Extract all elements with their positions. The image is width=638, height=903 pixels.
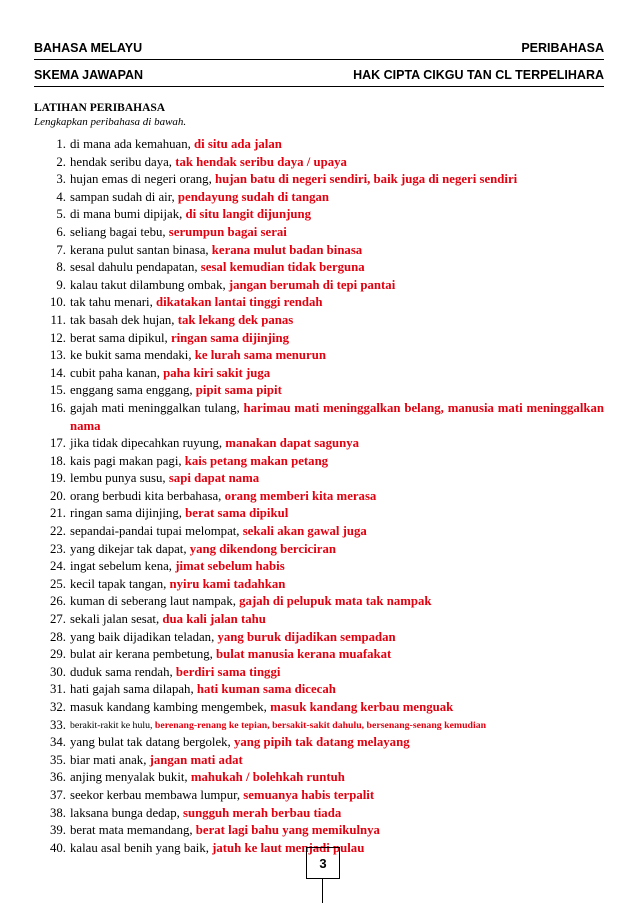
item-text <box>70 347 604 365</box>
proverb-answer: harimau mati meninggalkan belang, manusia mati meninggalkan nama <box>70 400 605 433</box>
proverb-prompt: hendak seribu daya, <box>70 154 176 169</box>
proverb-answer: berenang-renang ke tepian, bersakit-sakit dahulu, bersenang-senang kemudian <box>154 719 487 731</box>
item-text <box>70 822 604 840</box>
proverb-answer: kais petang makan petang <box>184 453 329 468</box>
topic-title: PERIBAHASA <box>521 41 604 55</box>
list-item <box>34 576 604 594</box>
item-number: 16. <box>50 400 66 415</box>
list-item <box>34 629 604 647</box>
list-item <box>34 365 604 383</box>
header-divider-2 <box>34 86 604 87</box>
proverb-prompt: jika tidak dipecahkan ruyung, <box>70 436 226 451</box>
proverb-prompt: sampan sudah di air, <box>70 189 178 204</box>
item-number: 40. <box>50 840 66 855</box>
proverb-answer: berat sama dipikul <box>185 506 289 521</box>
proverb-answer: kerana mulut badan binasa <box>211 242 363 257</box>
item-text <box>70 206 604 224</box>
list-item <box>34 805 604 823</box>
header-row-2 <box>34 68 604 82</box>
item-text <box>70 294 604 312</box>
item-number: 26. <box>50 594 66 609</box>
item-text <box>70 523 604 541</box>
list-item <box>34 541 604 559</box>
item-text <box>70 365 604 383</box>
proverb-answer: sapi dapat nama <box>168 471 260 486</box>
proverb-prompt: berat mata memandang, <box>70 823 196 838</box>
section-title: LATIHAN PERIBAHASA <box>34 102 166 114</box>
list-item <box>34 206 604 224</box>
proverb-answer: gajah di pelupuk mata tak nampak <box>239 594 432 609</box>
proverb-prompt: di mana bumi dipijak, <box>70 207 186 222</box>
list-item <box>34 681 604 699</box>
doc-type-label: SKEMA JAWAPAN <box>34 68 144 82</box>
list-item <box>34 189 604 207</box>
proverb-prompt: enggang sama enggang, <box>70 383 196 398</box>
proverb-answer: yang buruk dijadikan sempadan <box>217 629 396 644</box>
item-text <box>70 171 604 189</box>
item-number: 5. <box>56 207 66 222</box>
proverb-prompt: cubit paha kanan, <box>70 365 164 380</box>
proverb-prompt: kerana pulut santan binasa, <box>70 242 212 257</box>
item-text <box>70 646 604 664</box>
proverb-prompt: sepandai-pandai tupai melompat, <box>70 524 243 539</box>
proverb-prompt: duduk sama rendah, <box>70 664 176 679</box>
list-item <box>34 593 604 611</box>
list-item <box>34 734 604 752</box>
item-text <box>70 453 604 471</box>
proverb-prompt: yang dikejar tak dapat, <box>70 541 190 556</box>
item-number: 15. <box>50 383 66 398</box>
proverb-answer: berat lagi bahu yang memikulnya <box>195 823 380 838</box>
item-text <box>70 400 604 435</box>
header-row-1 <box>34 41 604 55</box>
item-number: 9. <box>56 277 66 292</box>
item-number: 21. <box>50 506 66 521</box>
proverb-answer: jimat sebelum habis <box>175 559 285 574</box>
item-text <box>70 259 604 277</box>
list-item <box>34 523 604 541</box>
proverb-answer: paha kiri sakit juga <box>163 365 271 380</box>
proverb-answer: jangan mati adat <box>149 752 243 767</box>
item-number: 30. <box>50 664 66 679</box>
copyright-notice: HAK CIPTA CIKGU TAN CL TERPELIHARA <box>353 68 604 82</box>
proverb-prompt: hati gajah sama dilapah, <box>70 682 197 697</box>
item-text <box>70 541 604 559</box>
item-text <box>70 593 604 611</box>
proverb-prompt: yang baik dijadikan teladan, <box>70 629 218 644</box>
item-text <box>70 734 604 752</box>
list-item <box>34 277 604 295</box>
list-item <box>34 330 604 348</box>
list-item <box>34 400 604 435</box>
proverb-answer: sungguh merah berbau tiada <box>183 805 342 820</box>
proverb-answer: semuanya habis terpalit <box>243 787 375 802</box>
list-item <box>34 752 604 770</box>
item-number: 31. <box>50 682 66 697</box>
proverb-prompt: seekor kerbau membawa lumpur, <box>70 787 244 802</box>
list-item <box>34 699 604 717</box>
item-number: 34. <box>50 735 66 750</box>
proverb-list <box>34 136 604 857</box>
item-number: 19. <box>50 471 66 486</box>
proverb-answer: yang pipih tak datang melayang <box>233 735 410 750</box>
item-number: 24. <box>50 559 66 574</box>
proverb-answer: masuk kandang kerbau menguak <box>270 700 454 714</box>
proverb-prompt: di mana ada kemahuan, <box>70 137 195 151</box>
item-text <box>70 752 604 770</box>
proverb-answer: sekali akan gawal juga <box>242 524 367 539</box>
item-number: 14. <box>50 365 66 380</box>
proverb-prompt: lembu punya susu, <box>70 471 169 486</box>
item-number: 33. <box>50 717 66 732</box>
item-text <box>70 699 604 717</box>
item-text <box>70 330 604 348</box>
proverb-answer: ke lurah sama menurun <box>194 348 326 363</box>
item-number: 12. <box>50 330 66 345</box>
proverb-prompt: gajah mati meninggalkan tulang, <box>70 400 244 415</box>
proverb-prompt: masuk kandang kambing mengembek, <box>70 700 271 714</box>
list-item <box>34 312 604 330</box>
item-number: 28. <box>50 629 66 644</box>
item-text <box>70 505 604 523</box>
list-item <box>34 154 604 172</box>
proverb-answer: tak hendak seribu daya / upaya <box>175 154 347 169</box>
proverb-prompt: kecil tapak tangan, <box>70 576 170 591</box>
proverb-prompt: ke bukit sama mendaki, <box>70 348 195 363</box>
proverb-answer: yang dikendong berciciran <box>189 541 336 556</box>
list-item <box>34 382 604 400</box>
proverb-answer: di situ langit dijunjung <box>185 207 312 222</box>
list-item <box>34 136 604 154</box>
page-number-stem <box>322 878 323 903</box>
proverb-answer: tak lekang dek panas <box>177 312 294 327</box>
item-text <box>70 136 604 154</box>
list-item <box>34 769 604 787</box>
list-item <box>34 787 604 805</box>
item-number: 32. <box>50 700 66 714</box>
list-item <box>34 242 604 260</box>
item-text <box>70 576 604 594</box>
proverb-prompt: sesal dahulu pendapatan, <box>70 260 201 275</box>
proverb-answer: mahukah / bolehkah runtuh <box>190 770 345 785</box>
item-number: 18. <box>50 453 66 468</box>
item-number: 7. <box>56 242 66 257</box>
proverb-answer: orang memberi kita merasa <box>224 488 377 503</box>
proverb-answer: dikatakan lantai tinggi rendah <box>156 295 323 310</box>
item-text <box>70 382 604 400</box>
proverb-answer: di situ ada jalan <box>194 137 282 151</box>
item-text <box>70 681 604 699</box>
proverb-prompt: kalau takut dilambung ombak, <box>70 277 229 292</box>
list-item <box>34 505 604 523</box>
list-item <box>34 646 604 664</box>
item-number: 22. <box>50 524 66 539</box>
proverb-answer: pipit sama pipit <box>195 383 282 398</box>
item-text <box>70 224 604 242</box>
proverb-answer: sesal kemudian tidak berguna <box>200 260 365 275</box>
item-text <box>70 558 604 576</box>
item-number: 39. <box>50 823 66 838</box>
proverb-prompt: tak tahu menari, <box>70 295 156 310</box>
item-number: 3. <box>56 172 66 187</box>
proverb-prompt: hujan emas di negeri orang, <box>70 172 215 187</box>
item-number: 27. <box>50 612 66 627</box>
subject-title: BAHASA MELAYU <box>34 41 143 55</box>
header-divider-1 <box>34 59 604 60</box>
proverb-prompt: kuman di seberang laut nampak, <box>70 594 240 609</box>
proverb-prompt: ringan sama dijinjing, <box>70 506 186 521</box>
list-item <box>34 717 604 735</box>
item-number: 29. <box>50 647 66 662</box>
proverb-prompt: ingat sebelum kena, <box>70 559 176 574</box>
proverb-prompt: orang berbudi kita berbahasa, <box>70 488 225 503</box>
item-number: 6. <box>56 224 66 239</box>
item-text <box>70 154 604 172</box>
list-item <box>34 171 604 189</box>
list-item <box>34 488 604 506</box>
proverb-answer: hujan batu di negeri sendiri, baik juga di negeri sendiri <box>214 172 518 187</box>
proverb-answer: jatuh ke laut menjadi pulau <box>212 840 365 855</box>
list-item <box>34 294 604 312</box>
proverb-prompt: anjing menyalak bukit, <box>70 770 191 785</box>
proverb-prompt: yang bulat tak datang bergolek, <box>70 735 234 750</box>
list-item <box>34 558 604 576</box>
item-number: 37. <box>50 787 66 802</box>
proverb-prompt: laksana bunga dedap, <box>70 805 183 820</box>
proverb-answer: manakan dapat sagunya <box>225 436 360 451</box>
proverb-answer: dua kali jalan tahu <box>162 612 266 627</box>
item-number: 25. <box>50 576 66 591</box>
proverb-prompt: bulat air kerana pembetung, <box>70 647 217 662</box>
item-number: 20. <box>50 488 66 503</box>
proverb-answer: serumpun bagai serai <box>168 224 287 239</box>
item-text <box>70 769 604 787</box>
proverb-prompt: kais pagi makan pagi, <box>70 453 185 468</box>
item-text <box>70 312 604 330</box>
proverb-prompt: kalau asal benih yang baik, <box>70 840 213 855</box>
list-item <box>34 347 604 365</box>
item-number: 13. <box>50 348 66 363</box>
item-text <box>70 470 604 488</box>
item-text <box>70 664 604 682</box>
item-number: 35. <box>50 752 66 767</box>
item-text <box>70 435 604 453</box>
item-number: 10. <box>50 295 66 310</box>
item-text <box>70 629 604 647</box>
proverb-prompt: sekali jalan sesat, <box>70 612 163 627</box>
item-text <box>70 277 604 295</box>
proverb-prompt: berakit-rakit ke hulu, <box>70 719 155 731</box>
item-text <box>70 189 604 207</box>
section-instruction: Lengkapkan peribahasa di bawah. <box>34 116 187 128</box>
proverb-answer: bulat manusia kerana muafakat <box>216 647 392 662</box>
item-text <box>70 717 604 735</box>
list-item <box>34 259 604 277</box>
item-number: 4. <box>56 189 66 204</box>
proverb-prompt: tak basah dek hujan, <box>70 312 178 327</box>
item-text <box>70 787 604 805</box>
item-number: 36. <box>50 770 66 785</box>
item-number: 11. <box>50 312 66 327</box>
proverb-prompt: berat sama dipikul, <box>70 330 171 345</box>
proverb-prompt: biar mati anak, <box>70 752 150 767</box>
item-text <box>70 805 604 823</box>
item-number: 1. <box>56 137 66 151</box>
proverb-answer: nyiru kami tadahkan <box>169 576 286 591</box>
list-item <box>34 453 604 471</box>
proverb-prompt: seliang bagai tebu, <box>70 224 169 239</box>
item-text <box>70 242 604 260</box>
list-item <box>34 611 604 629</box>
item-number: 2. <box>56 154 66 169</box>
item-number: 17. <box>50 436 66 451</box>
item-text <box>70 488 604 506</box>
list-item <box>34 664 604 682</box>
list-item <box>34 822 604 840</box>
proverb-answer: hati kuman sama dicecah <box>196 682 336 697</box>
proverb-answer: jangan berumah di tepi pantai <box>228 277 396 292</box>
item-number: 8. <box>56 260 66 275</box>
list-item <box>34 224 604 242</box>
item-number: 23. <box>50 541 66 556</box>
list-item <box>34 435 604 453</box>
proverb-answer: pendayung sudah di tangan <box>177 189 330 204</box>
item-number: 38. <box>50 805 66 820</box>
proverb-answer: berdiri sama tinggi <box>175 664 281 679</box>
item-text <box>70 611 604 629</box>
list-item <box>34 470 604 488</box>
proverb-answer: ringan sama dijinjing <box>170 330 289 345</box>
page-number: 3 <box>306 847 340 879</box>
